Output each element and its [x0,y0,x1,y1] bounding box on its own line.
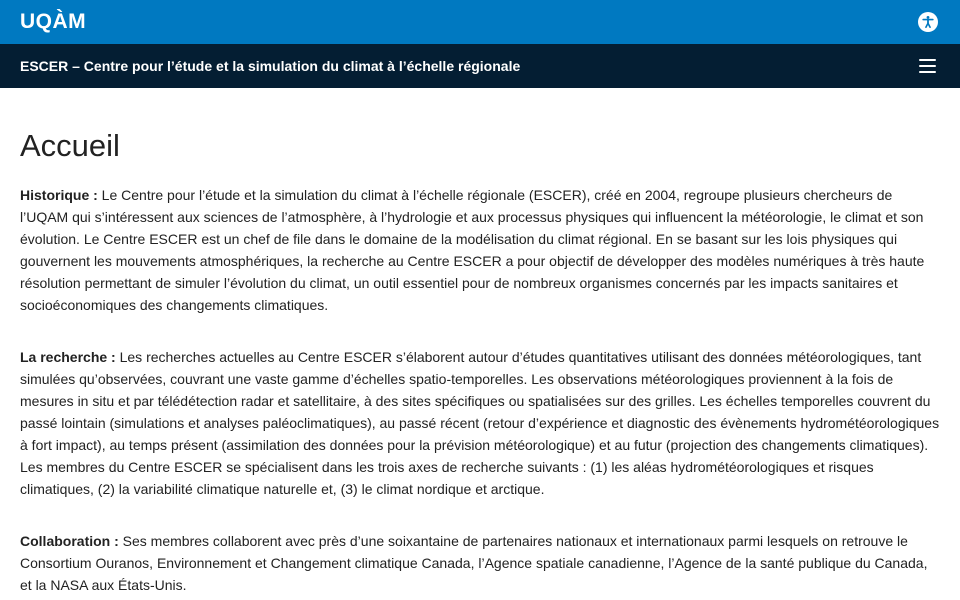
main-content [0,88,960,596]
site-nav-bar [0,44,960,88]
hamburger-menu-button[interactable] [919,59,936,73]
uqam-top-bar [0,0,960,44]
hamburger-menu-icon-line [919,71,936,73]
uqam-logo-text: UQÀM [20,10,87,33]
accessibility-icon [921,15,935,29]
section-recherche [20,346,940,500]
section-text: Ses membres collaborent avec près d’une soixantaine de partenaires nationaux et internationaux parmi lesquels on retrouve le Consortium Ouranos, Environnement et Changement climatique Canada, l’Agence spatiale canadienne, l’Agence de la santé publique du Canada, et la NASA aux États-Unis. [20,532,928,593]
section-label: Collaboration : [20,532,123,549]
accessibility-button[interactable] [918,12,938,32]
page-title: Accueil [20,128,120,163]
section-label: La recherche : [20,348,120,365]
section-collaboration [20,530,940,596]
uqam-logo[interactable] [20,10,86,34]
section-label: Historique : [20,186,102,203]
section-text: Les recherches actuelles au Centre ESCER s’élaborent autour d’études quantitatives utilisant des données météorologiques, tant simulées qu’observées, couvrant une vaste gamme d’échelles spatio-temporelles. Les observations météorologiques proviennent à la fois de mesures in situ et par télédétection radar et satellitaire, à des sites spécifiques ou spatialisées sur des grilles. Les échelles temporelles couvrent du passé lointain (simulations et analyses paléoclimatiques), au passé récent (retour d’expérience et diagnostic des évènements hydrométéorologiques à fort impact), au temps présent (assimilation des données pour la prévision météorologique) et au futur (projection des changements climatiques). Les membres du Centre ESCER se spécialisent dans les trois axes de recherche suivants : (1) les aléas hydrométéorologiques et risques climatiques, (2) la variabilité climatique naturelle et, (3) le climat nordique et arctique. [20,348,940,497]
hamburger-menu-icon [919,59,936,61]
section-text: Le Centre pour l’étude et la simulation du climat à l’échelle régionale (ESCER), créé en 2004, regroupe plusieurs chercheurs de l’UQAM qui s’intéressent aux sciences de l’atmosphère, à l’hydrologie et aux processus physiques qui influencent la météorologie, le climat et son évolution. Le Centre ESCER est un chef de file dans le domaine de la modélisation du climat régional. En se basant sur les lois physiques qui gouvernent les mouvements atmosphériques, la recherche au Centre ESCER a pour objectif de développer des modèles numériques à très haute résolution permettant de simuler l’évolution du climat, un outil essentiel pour de nombreux organismes concernés par les impacts sanitaires et socioéconomiques des changements climatiques. [20,186,925,313]
site-title-link[interactable]: ESCER – Centre pour l’étude et la simulation du climat à l’échelle régionale [20,58,521,74]
hamburger-menu-icon-line [919,65,936,67]
section-historique [20,184,940,316]
